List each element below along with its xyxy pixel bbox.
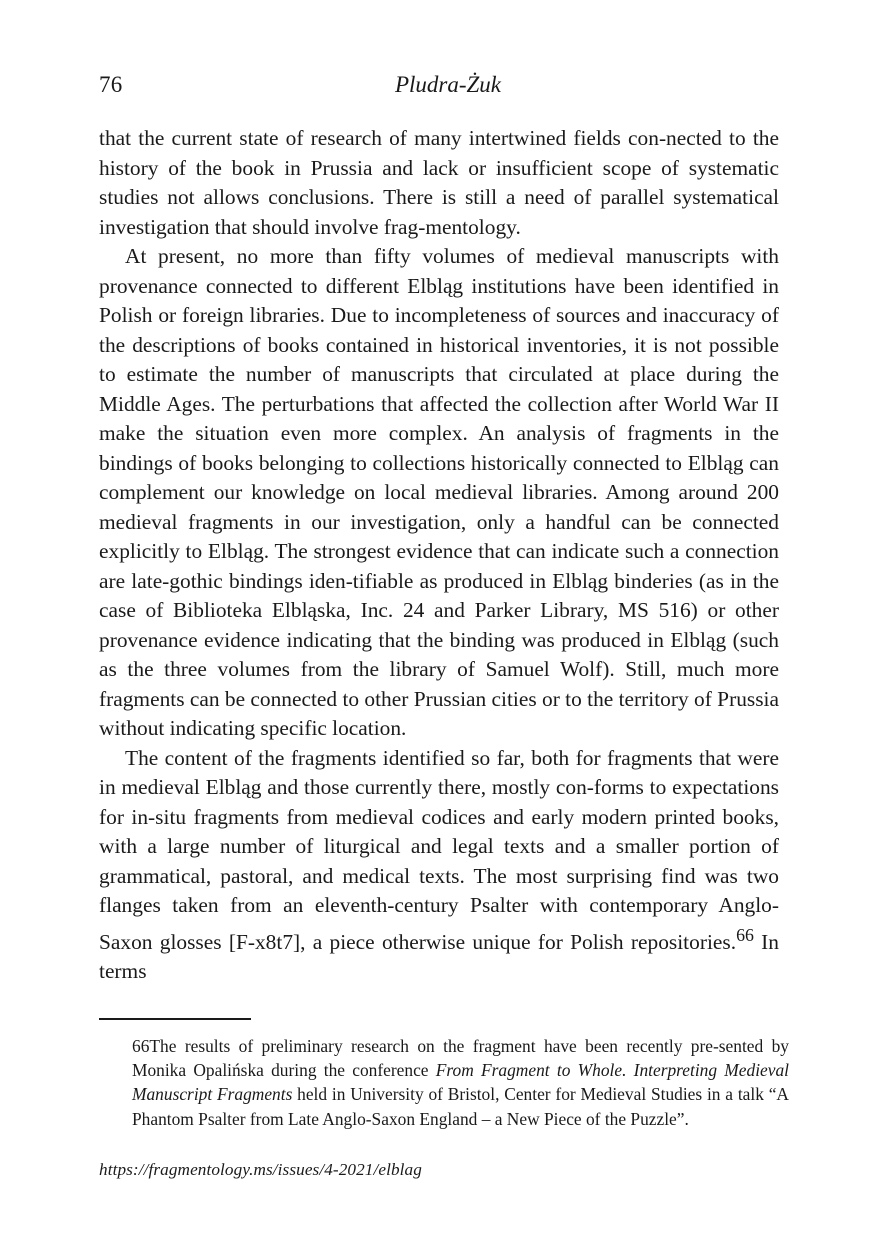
- body-text: [99, 124, 779, 987]
- footnote-66: 66The results of preliminary research on the fragment have been recently pre-​sented by Monika Opalińska during the conference From Fragment to Whole. Interpreting Medieval Manuscript Fragments held in University of Bristol, Center for Medieval Studies in a talk “A Phantom Psalter from Late Anglo-​Saxon England – a New Piece of the Puzzle”.: [132, 1036, 790, 1129]
- footer-url[interactable]: https://fragmentology.ms/issues/4-2021/elblag: [99, 1160, 422, 1179]
- running-head: [99, 68, 779, 102]
- paragraph: At present, no more than fifty volumes of medieval manuscripts with provenance connected to different Elbląg institutions have been identified in Polish or foreign libraries. Due to incompleteness of sources and inaccuracy of the descriptions of books contained in historical inventories, it is not possible to estimate the number of manuscripts that circulated at place during the Middle Ages. The perturbations that affected the collection after World War II make the situation even more complex. An analysis of fragments in the bindings of books belonging to collections historically connected to Elbląg can complement our knowledge on local medieval libraries. Among around 200 medieval fragments in our investigation, only a handful can be connected explicitly to Elbląg. The strongest evidence that can indicate such a connection are late-​gothic bindings iden-​tifiable as produced in Elbląg binderies (as in the case of Biblioteka Elbląska, Inc. 24 and Parker Library, MS 516) or other provenance evidence indicating that the binding was produced in Elbląg (such as the three volumes from the library of Samuel Wolf). Still, much more fragments can be connected to other Prussian cities or to the territory of Prussia without indicating specific location.: [99, 244, 779, 740]
- footnote-separator-rule: [99, 1018, 251, 1020]
- footnote-area: [99, 1018, 789, 1131]
- paragraph: that the current state of research of many intertwined fields con-​nected to the history of the book in Prussia and lack or insufficient scope of systematic studies not allows conclusions. There is still a need of parallel systematical investigation that should involve frag-​mentology.: [99, 126, 779, 239]
- page-number: 76: [99, 72, 123, 97]
- paragraph-with-footnote-ref: The content of the fragments identified so far, both for fragments that were in medieval Elbląg and those currently there, mostly con-​forms to expectations for in-​situ fragments from medieval codices and early modern printed books, with a large number of liturgical and legal texts and a smaller portion of grammatical, pastoral, and medical texts. The most surprising find was two flanges taken from an eleventh-​century Psalter with contemporary Anglo-​Saxon glosses [F-​x8t7], a piece otherwise unique for Polish repositories.$^{66}$ In terms: [99, 745, 779, 984]
- running-head-title: Pludra-Żuk: [394, 72, 502, 97]
